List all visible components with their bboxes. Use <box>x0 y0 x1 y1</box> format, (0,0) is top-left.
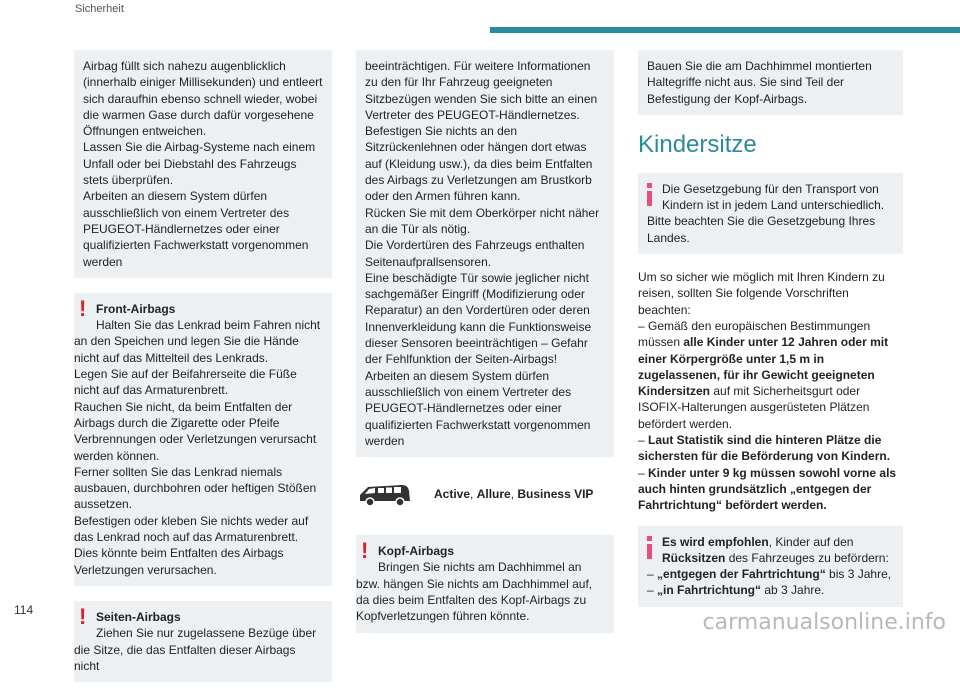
info-bold: „in Fahrtrichtung“ <box>657 583 762 598</box>
info-icon <box>647 183 652 205</box>
info-bold: Es wird empfohlen <box>662 534 769 549</box>
paragraph: Airbag füllt sich nahezu augenblicklich (innerhalb einiger Millisekunden) und entleert sich daraufhin ebenso schnell wieder, wobei die warmen Gase durch dafür vorgesehene Öffnungen entweichen. <box>83 59 323 139</box>
airbag-info-box <box>74 50 332 278</box>
warning-text: Ferner sollten Sie das Lenkrad niemals ausbauen, durchbohren oder heftigen Stößen aussetzen. <box>74 464 317 512</box>
info-text-part: , Kinder auf den <box>768 534 854 549</box>
column-2 <box>356 50 614 648</box>
warning-title: Front-Airbags <box>96 301 176 316</box>
separator: , <box>470 487 477 502</box>
rule-bold: alle Kinder unter 12 Jahren oder mit einer Körpergröße unter 1,5 m in zugelassenen, für ihr Gewicht geeigneten Kindersitzen <box>638 335 889 399</box>
paragraph: Rücken Sie mit dem Oberkörper nicht näher an die Tür als nötig. <box>365 205 600 236</box>
exclamation-icon: ! <box>361 538 369 564</box>
bullet: – <box>647 567 658 582</box>
version-row <box>356 479 614 509</box>
exclamation-icon: ! <box>79 603 87 629</box>
paragraph: Um so sicher wie möglich mit Ihren Kindern zu reisen, sollten Sie folgende Vorschriften beachten: <box>638 270 885 317</box>
info-text <box>662 550 894 566</box>
paragraph: Lassen Sie die Airbag-Systeme nach einem Unfall oder bei Diebstahl des Fahrzeugs stets überprüfen. <box>83 140 316 188</box>
section-title: Sicherheit <box>75 3 124 15</box>
rule-text: – Gemäß den europäischen Bestimmungen müssen <box>638 318 871 350</box>
rule-bold: Laut Statistik sind die hinteren Plätze die sichersten für die Beförderung von Kindern. <box>638 433 891 464</box>
warning-text: Befestigen oder kleben Sie nichts weder auf das Lenkrad noch auf das Armaturenbrett. Dies könnte beim Entfalten des Airbags Verletzungen verursachen. <box>74 513 309 577</box>
warning-title: Seiten-Airbags <box>96 609 181 624</box>
info-icon <box>647 536 652 558</box>
section-heading: Kindersitze <box>638 130 757 158</box>
header-accent-bar <box>490 27 960 33</box>
info-text: Die Gesetzgebung für den Transport von Kindern ist in jedem Land unterschiedlich. <box>662 181 885 213</box>
side-airbags-continued-box <box>356 50 614 457</box>
bullet: – <box>647 583 658 598</box>
rule-text: auf mit Sicherheitsgurt oder ISOFIX-Halterungen ausgerüsteten Plätzen befördert werden. <box>638 384 870 431</box>
info-text <box>662 534 894 550</box>
warning-text: die Sitze, die das Entfalten dieser Airbags nicht <box>74 642 296 673</box>
paragraph: Die Vordertüren des Fahrzeugs enthalten Seitenaufprallsensoren. <box>365 238 585 269</box>
version-business-vip: Business VIP <box>517 487 594 502</box>
paragraph: Bauen Sie die am Dachhimmel montierten Haltegriffe nicht aus. Sie sind Teil der Befestigung der Kopf-Airbags. <box>647 59 872 106</box>
info-bold: „entgegen der Fahrtrichtung“ <box>657 567 826 582</box>
paragraph: beeinträchtigen. Für weitere Informationen zu den für Ihr Fahrzeug geeigneten Sitzbezügen wenden Sie sich bitte an einen Vertreter des PEUGEOT-Händlernetzes. <box>365 59 598 122</box>
rule-1 <box>638 318 903 432</box>
info-list-item <box>647 566 894 582</box>
rule-3 <box>638 465 903 514</box>
info-text-part: bis 3 Jahre, <box>825 567 892 582</box>
paragraph: Arbeiten an diesem System dürfen ausschließlich von einem Vertreter des PEUGEOT-Händlernetzes oder einer qualifizierten Fachwerkstatt vorgenommen werden <box>83 189 309 269</box>
head-airbags-warning <box>356 535 614 632</box>
info-list-item <box>647 582 894 598</box>
front-airbags-warning <box>74 293 332 586</box>
rule-text: – <box>638 465 649 480</box>
exclamation-icon: ! <box>79 295 87 321</box>
separator: , <box>510 487 518 502</box>
paragraph: Eine beschädigte Tür sowie jeglicher nicht sachgemäßer Eingriff (Modifizierung oder Reparatur) an den Vordertüren oder deren Innenverkleidung kann die Funktionsweise dieser Sensoren beeinträchtigen – Gefahr der Fehlfunktion der Seiten-Airbags! <box>365 270 592 367</box>
warning-text: an den Speichen und legen Sie die Hände nicht auf das Mittelteil des Lenkrads. <box>74 334 299 365</box>
rule-text: – <box>638 433 649 448</box>
rule-bold: Kinder unter 9 kg müssen sowohl vorne als auch hinten grundsätzlich „entgegen der Fahrtrichtung“ befördert werden. <box>638 465 897 513</box>
van-icon <box>356 479 412 509</box>
info-text-part: des Fahrzeuges zu befördern: <box>725 550 889 565</box>
side-airbags-warning <box>74 601 332 682</box>
column-1 <box>74 50 332 697</box>
warning-title: Kopf-Airbags <box>378 544 454 559</box>
warning-text: bzw. hängen Sie nichts am Dachhimmel auf, da dies beim Entfalten des Kopf-Airbags zu Kopfverletzungen führen könnte. <box>356 576 593 624</box>
legislation-info <box>638 173 903 254</box>
info-text: Bitte beachten Sie die Gesetzgebung Ihres Landes. <box>647 214 876 245</box>
info-bold: Rücksitzen <box>662 550 726 565</box>
warning-text: Ziehen Sie nur zugelassene Bezüge über <box>96 626 317 641</box>
page-number: 114 <box>14 603 34 617</box>
grab-handles-box <box>638 50 903 115</box>
paragraph: Befestigen Sie nichts an den Sitzrückenlehnen oder hängen dort etwas auf (Kleidung usw.), da dies beim Entfalten des Airbags zu Verletzungen am Brustkorb oder den Armen führen kann. <box>365 124 593 204</box>
paragraph: Arbeiten an diesem System dürfen ausschließlich von einem Vertreter des PEUGEOT-Händlernetzes oder einer qualifizierten Fachwerkstatt vorgenommen werden <box>365 368 591 448</box>
warning-text: Rauchen Sie nicht, da beim Entfalten der Airbags durch die Zigarette oder Pfeife Verbrennungen oder Verletzungen verursacht werden können. <box>74 399 317 463</box>
warning-text: Halten Sie das Lenkrad beim Fahren nicht <box>96 318 321 333</box>
version-allure: Allure <box>476 487 511 502</box>
rule-2 <box>638 432 903 465</box>
version-active: Active <box>434 487 471 502</box>
info-text-part: ab 3 Jahre. <box>761 583 825 598</box>
watermark: carmanualsonline.info <box>702 610 946 635</box>
recommendation-info <box>638 526 903 607</box>
warning-text: Legen Sie auf der Beifahrerseite die Füße nicht auf das Armaturenbrett. <box>74 367 297 398</box>
version-list <box>434 487 593 501</box>
column-3 <box>638 50 903 622</box>
warning-text: Bringen Sie nichts am Dachhimmel an <box>378 560 582 575</box>
